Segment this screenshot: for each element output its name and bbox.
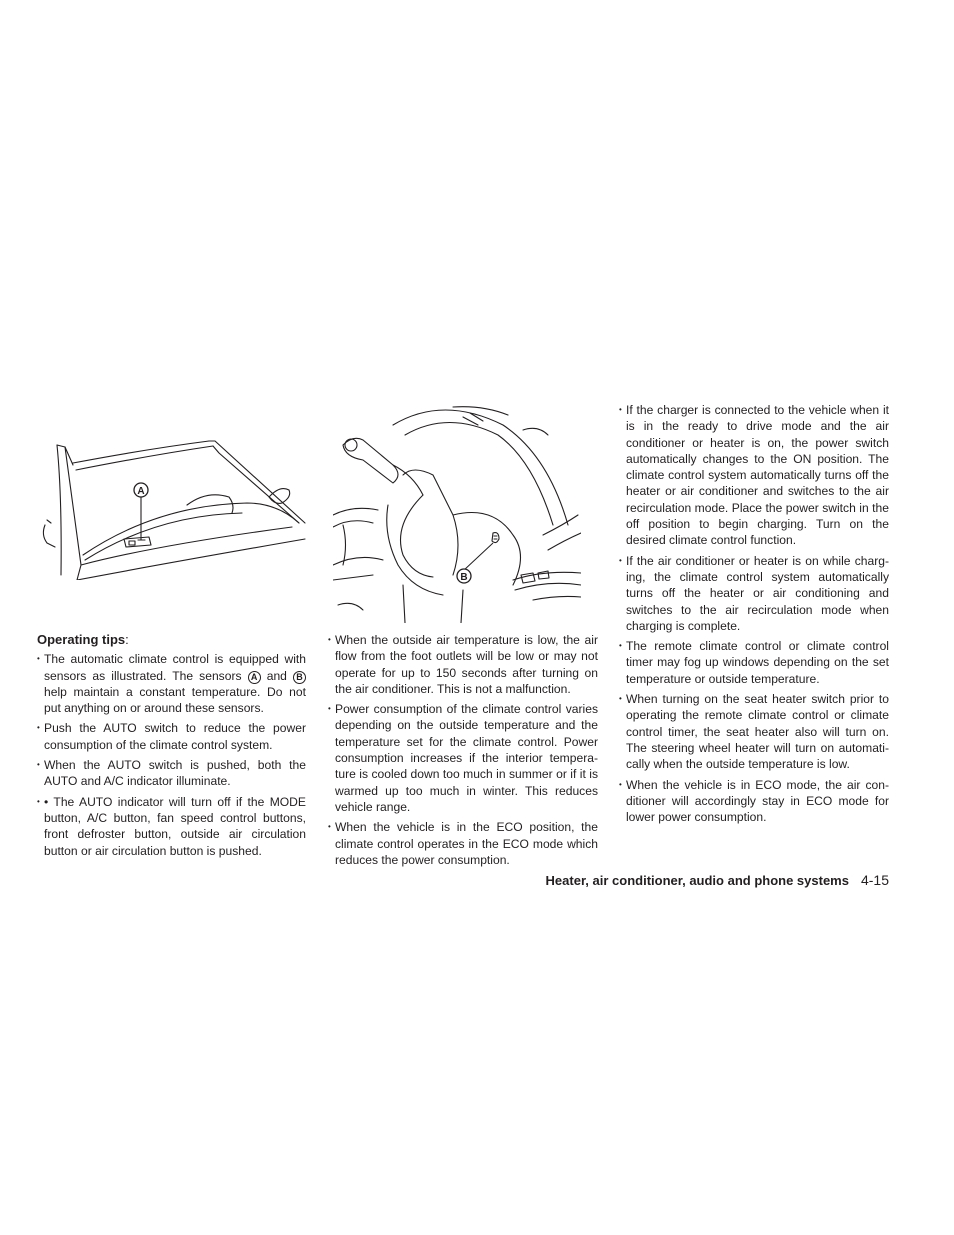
list-item: • The automatic climate control is equipped with sensors as illustrated. The sensors A and B help maintain a constant temperature. Do not put anything on or around these sensors. [37, 651, 306, 716]
list-item: • • The AUTO indicator will turn off if the MODE button, A/C button, fan speed control buttons, front defroster button, outside air circulation button or air circulation button is pushed. [37, 794, 306, 859]
list-item: • When the vehicle is in the ECO position, the climate control operates in the ECO mode which reduces the power consumption. [328, 819, 598, 868]
list-item: • The remote climate control or climate control timer may fog up windows depending on the set temperature or outside temperature. [619, 638, 889, 687]
steering-column-sensor-illustration [333, 405, 581, 623]
list-item: • When the AUTO switch is pushed, both the AUTO and A/C indicator illuminate. [37, 757, 306, 790]
column-middle [328, 632, 598, 872]
figure-callout-a: A [137, 486, 145, 497]
column-left [37, 632, 306, 863]
sensor-a-callout: A [248, 671, 261, 684]
page-number: 4-15 [860, 872, 889, 888]
list-item: • Push the AUTO switch to reduce the power consumption of the climate control system. [37, 720, 306, 753]
list-item: • When the vehicle is in ECO mode, the air con- ditioner will accordingly stay in ECO mode for lower power consumption. [619, 777, 889, 826]
section-title: Heater, air conditioner, audio and phone systems [545, 873, 849, 888]
operating-tips-heading: Operating tips: [37, 632, 129, 647]
list-item: • When turning on the seat heater switch prior to operating the remote climate control or climate control timer, the seat heater also will turn on. The steering wheel heater will turn on automati- cally when the outside temperature is low. [619, 691, 889, 772]
windshield-sensor-illustration [37, 435, 306, 580]
column-right [619, 402, 889, 829]
tips-list-middle [328, 632, 598, 868]
sensor-b-callout: B [293, 671, 306, 684]
list-item: • If the charger is connected to the vehicle when it is in the ready to drive mode and the air conditioner or heater is on, the power switch automatically changes to the ON position. The climate control system automatically turns off the heater or air conditioner and switches to the air recirculation mode. Place the power switch in the off position to begin charging. Turn on the desired climate control function. [619, 402, 889, 549]
tips-list-right [619, 402, 889, 825]
page-footer [420, 872, 889, 888]
list-item: • When the outside air temperature is low, the air flow from the foot outlets will be low or may not operate for up to 150 seconds after turning on the air conditioner. This is not a malfunction. [328, 632, 598, 697]
operating-tips-list [37, 651, 306, 859]
list-item: • If the air conditioner or heater is on while charg- ing, the climate control system automatically turns off the heater or air conditioning and switches to the air recirculation mode when charging is complete. [619, 553, 889, 634]
figure-callout-b: B [460, 572, 468, 583]
list-item: • Power consumption of the climate control varies depending on the outside temperature and the temperature set for the climate control. Power consumption increases if the interior tempera- ture is cooled down too much in summer or if it is warmed up too much in winter. This reduces vehicle range. [328, 701, 598, 815]
